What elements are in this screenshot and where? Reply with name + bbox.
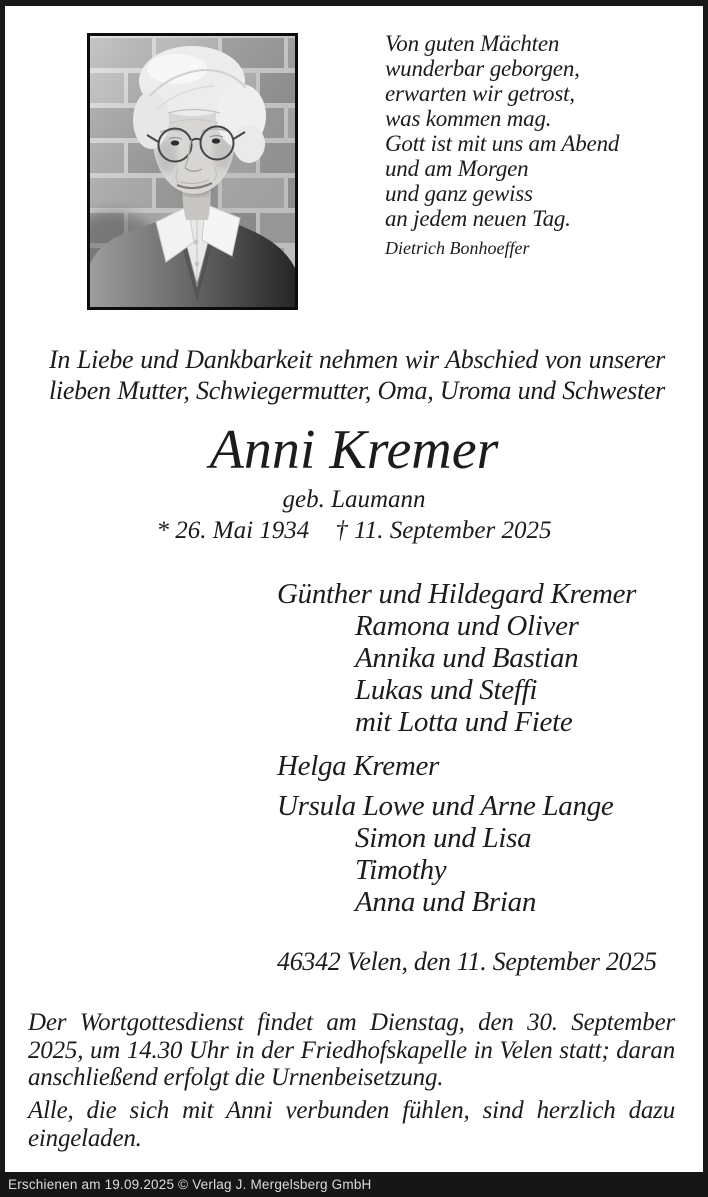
- life-dates: [0, 516, 708, 546]
- deceased-name: Anni Kremer: [209, 419, 499, 481]
- service-paragraph: Der Wortgottesdienst findet am Dienstag, den 30. September 2025, um 14.30 Uhr in der Friedhofskapelle in Velen statt; daran anschließend erfolgt die Urnenbeisetzung.: [28, 1009, 675, 1091]
- mourner-line: Simon und Lisa: [355, 822, 532, 854]
- portrait-photo-illustration: [90, 36, 295, 307]
- maiden-name: geb. Laumann: [282, 486, 426, 513]
- intro-block: [49, 344, 665, 406]
- portrait-photo: [87, 33, 298, 310]
- mourner-line: Anna und Brian: [355, 886, 537, 918]
- mourners-list: [277, 578, 697, 918]
- mourner-line: Ramona und Oliver: [355, 610, 579, 642]
- poem-line: Gott ist mit uns am Abend: [385, 131, 620, 156]
- poem-line: an jedem neuen Tag.: [385, 206, 571, 231]
- page-border-right: [703, 0, 708, 1197]
- mourner-line: Helga Kremer: [277, 750, 440, 782]
- publisher-footer-bar: [0, 1172, 708, 1197]
- intro-line: In Liebe und Dankbarkeit nehmen wir Abschied von unserer: [49, 345, 665, 374]
- intro-line: lieben Mutter, Schwiegermutter, Oma, Uroma und Schwester: [49, 376, 665, 405]
- page-border-top: [0, 0, 708, 6]
- mourner-line: mit Lotta und Fiete: [355, 706, 573, 738]
- mourner-line: Timothy: [355, 854, 447, 886]
- poem-line: Von guten Mächten: [385, 31, 560, 56]
- poem-block: [385, 31, 685, 258]
- birth-date: * 26. Mai 1934: [156, 517, 310, 544]
- poem-attribution: Dietrich Bonhoeffer: [385, 238, 530, 258]
- poem-line: was kommen mag.: [385, 106, 552, 131]
- page-border-left: [0, 0, 5, 1197]
- death-date: † 11. September 2025: [335, 517, 552, 544]
- place-dateline: 46342 Velen, den 11. September 2025: [277, 947, 657, 976]
- publisher-footer-text: Erschienen am 19.09.2025 © Verlag J. Mergelsberg GmbH: [8, 1177, 372, 1192]
- poem-line: wunderbar geborgen,: [385, 56, 580, 81]
- poem-line: erwarten wir getrost,: [385, 81, 575, 106]
- mourner-line: Ursula Lowe und Arne Lange: [277, 790, 614, 822]
- mourner-line: Annika und Bastian: [355, 642, 579, 674]
- poem-line: und ganz gewiss: [385, 181, 533, 206]
- poem-line: und am Morgen: [385, 156, 529, 181]
- mourner-line: Lukas und Steffi: [355, 674, 538, 706]
- mourner-line: Günther und Hildegard Kremer: [277, 578, 637, 610]
- invitation-paragraph: Alle, die sich mit Anni verbunden fühlen, sind herzlich dazu eingeladen.: [28, 1097, 675, 1152]
